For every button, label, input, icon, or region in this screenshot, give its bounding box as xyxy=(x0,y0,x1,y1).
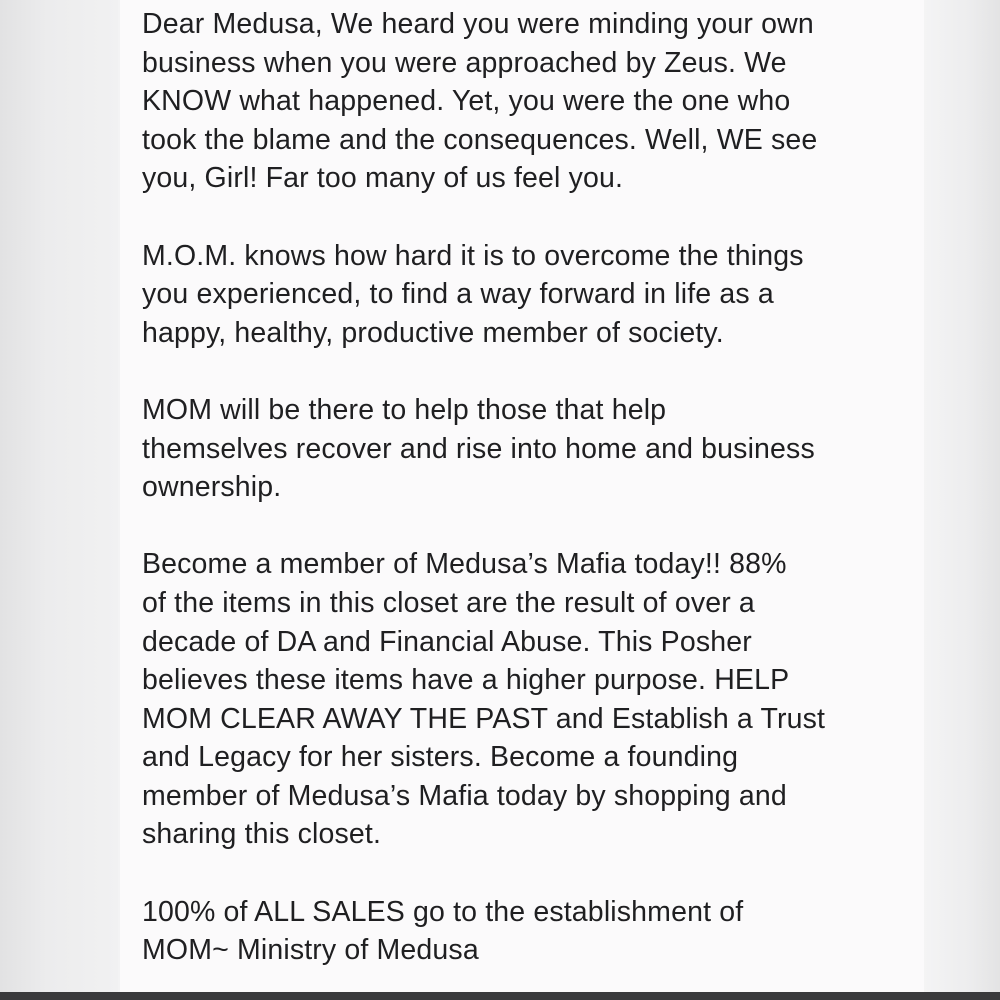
post-description xyxy=(142,5,942,970)
bottom-edge-bar xyxy=(0,992,1000,1000)
paragraph-mom-knows: M.O.M. knows how hard it is to overcome the things you experienced, to find a way forward in life as a happy, healthy, productive member of society. xyxy=(142,239,804,349)
left-background-margin xyxy=(0,0,118,1000)
paragraph-intro: Dear Medusa, We heard you were minding your own business when you were approached by Zeus. We KNOW what happened. Yet, you were the one who took the blame and the consequences. Well, WE see you, Girl! Far too many of us feel you. xyxy=(142,8,818,195)
paragraph-mom-help: MOM will be there to help those that help themselves recover and rise into home and business ownership. xyxy=(142,393,815,504)
paragraph-sales: 100% of ALL SALES go to the establishment of MOM~ Ministry of Medusa xyxy=(142,895,744,967)
paragraph-become-member: Become a member of Medusa’s Mafia today!! 88% of the items in this closet are the result of over a decade of DA and Financial Abuse. This Posher believes these items have a higher purpose. HELP MOM CLEAR AWAY THE PAST and Establish a Trust and Legacy for her sisters. Become a founding member of Medusa’s Mafia today by shopping and sharing this closet. xyxy=(142,548,826,851)
